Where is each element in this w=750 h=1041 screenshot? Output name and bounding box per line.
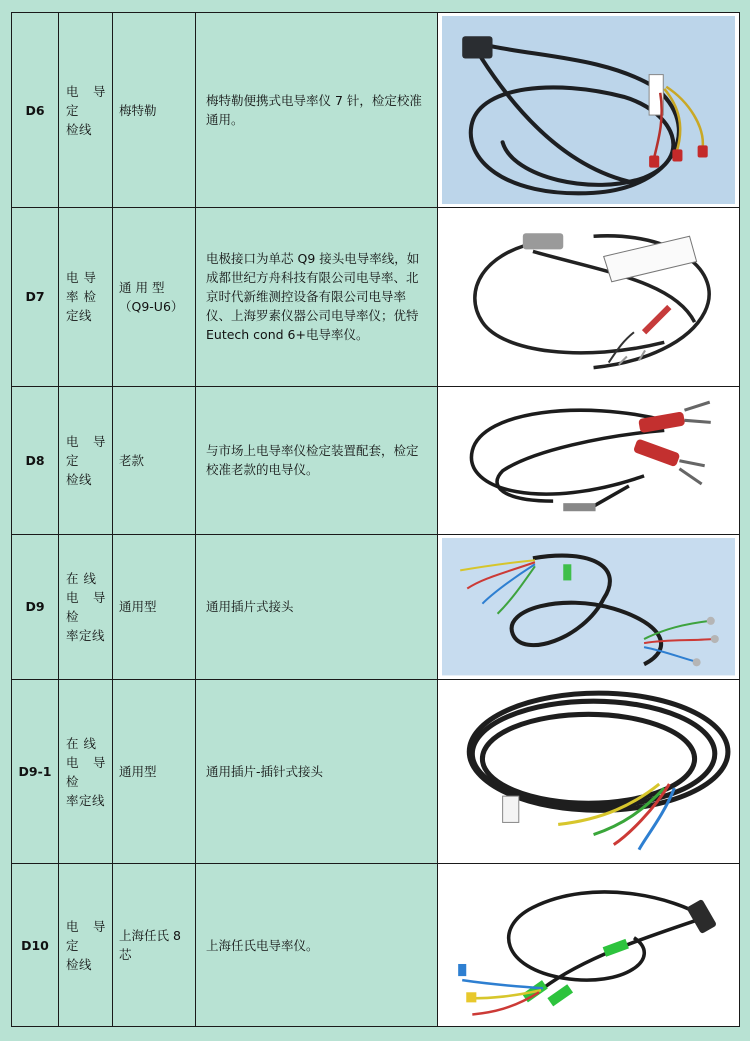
item-photo-cell — [438, 535, 740, 679]
item-category: 在 线 电 导 检 率定线 — [59, 535, 113, 679]
item-code: D9-1 — [12, 679, 59, 864]
item-code: D8 — [12, 386, 59, 534]
table-row — [12, 535, 740, 679]
item-code: D6 — [12, 13, 59, 208]
item-category: 电 导 定 检线 — [59, 864, 113, 1027]
item-category: 电 导 定 检线 — [59, 386, 113, 534]
item-description: 通用插片式接头 — [196, 535, 438, 679]
item-model: 老款 — [113, 386, 196, 534]
cable-photo — [442, 16, 735, 204]
table-row — [12, 208, 740, 387]
item-photo-cell — [438, 208, 740, 387]
item-category: 电 导 率 检 定线 — [59, 208, 113, 387]
item-photo-cell — [438, 679, 740, 864]
table-row — [12, 13, 740, 208]
table-row — [12, 386, 740, 534]
item-model: 通用型 — [113, 535, 196, 679]
item-photo-cell — [438, 864, 740, 1027]
item-description: 电极接口为单芯 Q9 接头电导率线，如成都世纪方舟科技有限公司电导率、北京时代新维测控设备有限公司电导率仪、上海罗素仪器公司电导率仪；优特 Eutech cond 6+电导率仪。 — [196, 208, 438, 387]
item-model: 梅特勒 — [113, 13, 196, 208]
item-model: 通 用 型（Q9-U6） — [113, 208, 196, 387]
cable-photo — [442, 867, 735, 1023]
item-category: 电 导 定 检线 — [59, 13, 113, 208]
item-description: 通用插片-插针式接头 — [196, 679, 438, 864]
item-description: 梅特勒便携式电导率仪 7 针，检定校准通用。 — [196, 13, 438, 208]
item-model: 上海任氏 8 芯 — [113, 864, 196, 1027]
item-code: D9 — [12, 535, 59, 679]
item-description: 与市场上电导率仪检定装置配套，检定校准老款的电导仪。 — [196, 386, 438, 534]
item-description: 上海任氏电导率仪。 — [196, 864, 438, 1027]
cable-photo — [442, 683, 735, 861]
table-row — [12, 864, 740, 1027]
cable-photo — [442, 538, 735, 675]
item-code: D10 — [12, 864, 59, 1027]
item-category: 在 线 电 导 检 率定线 — [59, 679, 113, 864]
cable-photo — [442, 211, 735, 383]
item-photo-cell — [438, 13, 740, 208]
cable-photo — [442, 390, 735, 531]
cable-catalog-table — [11, 12, 740, 1027]
table-row — [12, 679, 740, 864]
item-photo-cell — [438, 386, 740, 534]
item-code: D7 — [12, 208, 59, 387]
item-model: 通用型 — [113, 679, 196, 864]
